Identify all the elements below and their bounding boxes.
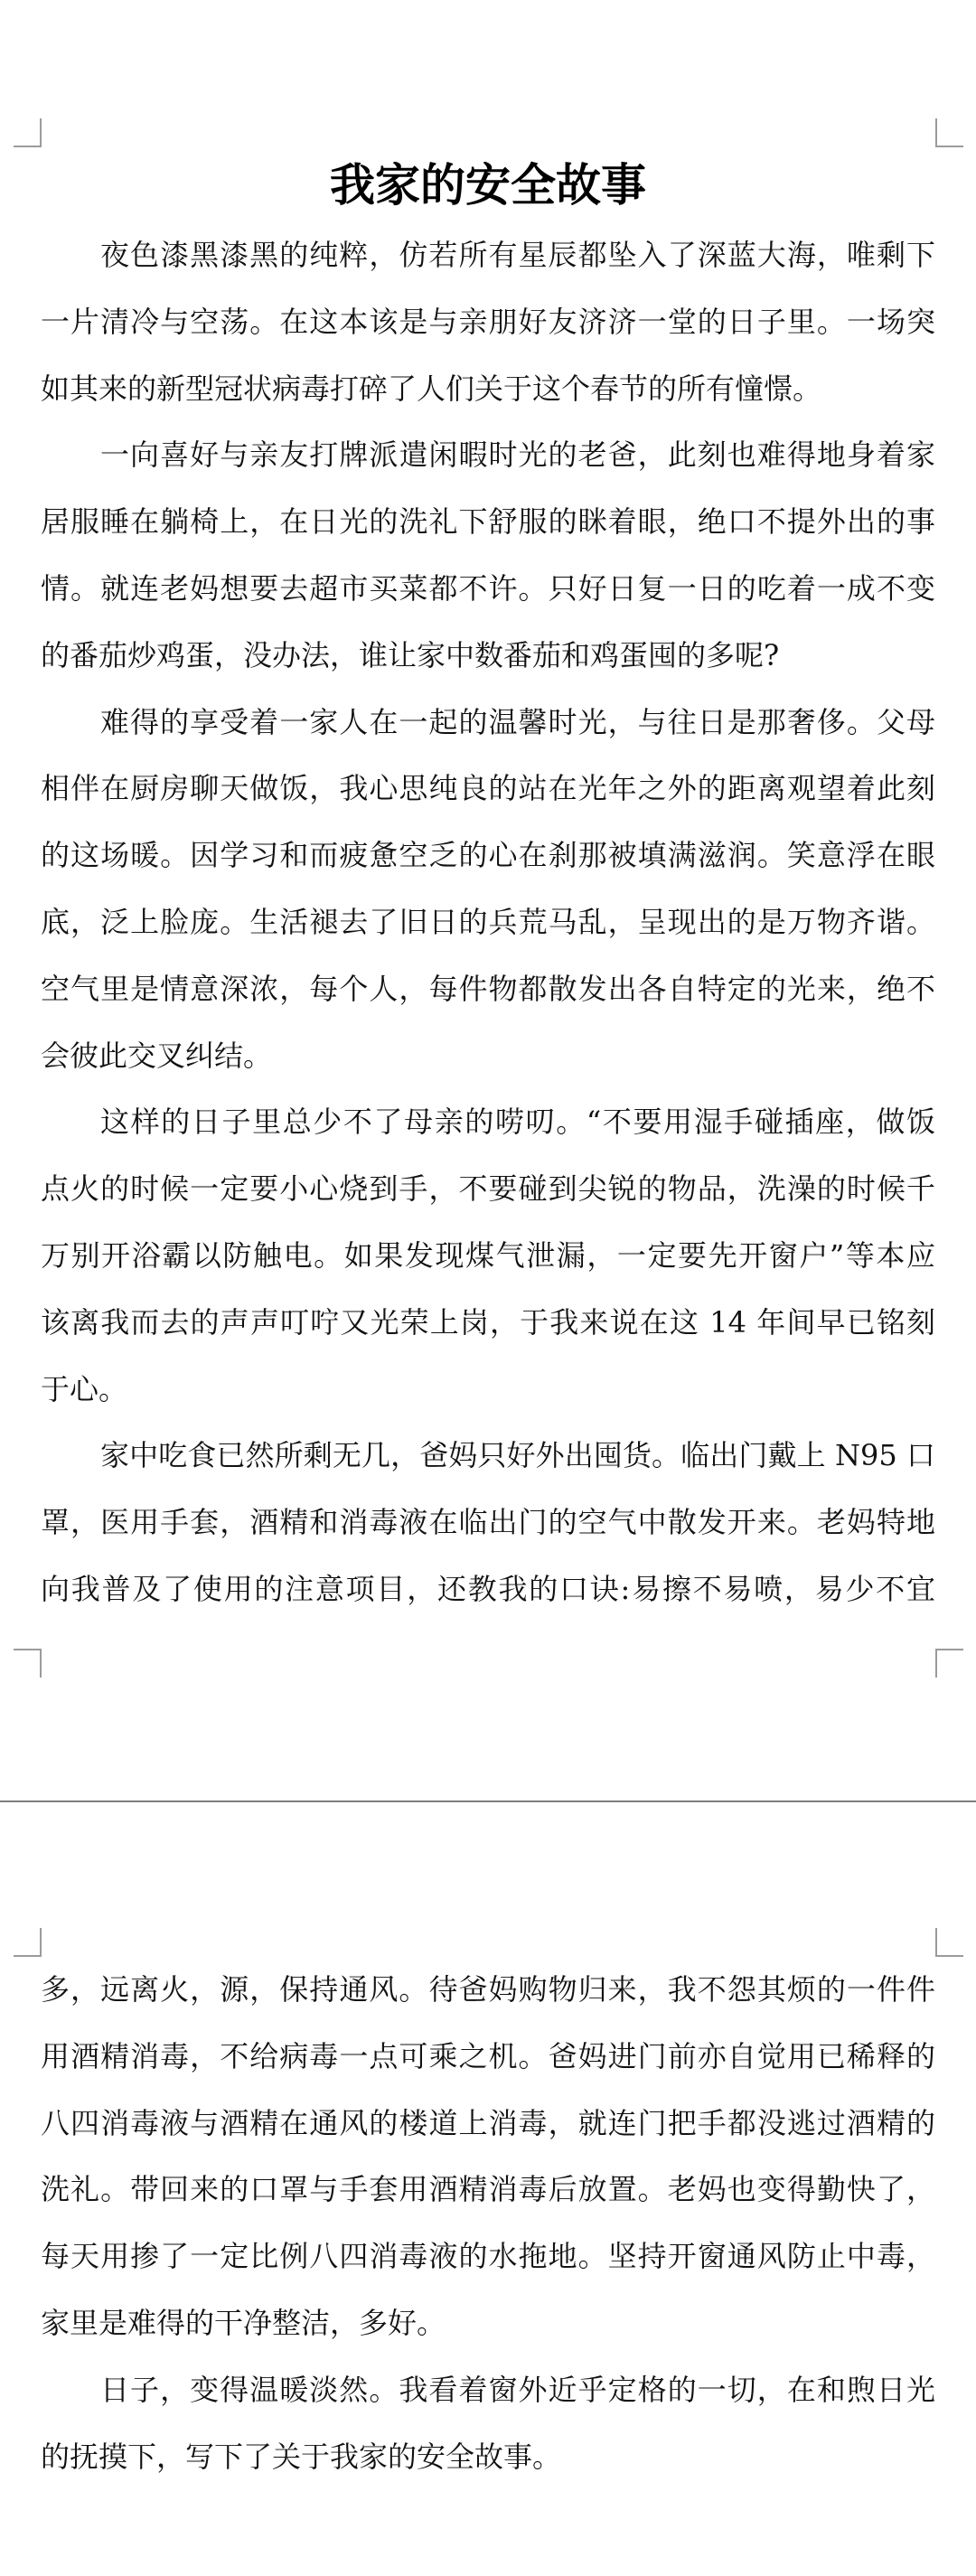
text-line: 的番茄炒鸡蛋，没办法，谁让家中数番茄和鸡蛋囤的多呢? <box>41 637 780 672</box>
text-line: 多，远离火，源，保持通风。待爸妈购物归来，我不怨其烦的一件件 <box>41 1972 935 2007</box>
crop-mark-bottom-right <box>935 1649 963 1678</box>
document-title: 我家的安全故事 <box>330 158 646 212</box>
text-line: 万别开浴霸以防触电。如果发现煤气泄漏，一定要先开窗户”等本应 <box>41 1237 935 1273</box>
text-line: 的抚摸下，写下了关于我家的安全故事。 <box>41 2439 562 2474</box>
text-line: 用酒精消毒，不给病毒一点可乘之机。爸妈进门前亦自觉用已稀释的 <box>41 2038 935 2073</box>
text-line: 空气里是情意深浓，每个人，每件物都散发出各自特定的光来，绝不 <box>41 971 935 1006</box>
text-line: 相伴在厨房聊天做饭，我心思纯良的站在光年之外的距离观望着此刻 <box>41 771 935 806</box>
text-line: 该离我而去的声声叮咛又光荣上岗，于我来说在这 14 年间早已铭刻 <box>41 1304 935 1340</box>
text-line: 夜色漆黑漆黑的纯粹，仿若所有星辰都坠入了深蓝大海，唯剩下 <box>100 238 935 272</box>
crop-mark-bottom-left <box>14 1649 42 1678</box>
text-line: 的这场暖。因学习和而疲惫空乏的心在刹那被填满滋润。笑意浮在眼 <box>41 838 935 873</box>
text-line: 向我普及了使用的注意项目，还教我的口诀:易擦不易喷，易少不宜 <box>41 1571 935 1606</box>
text-line: 洗礼。带回来的口罩与手套用酒精消毒后放置。老妈也变得勤快了， <box>41 2172 935 2207</box>
text-line: 每天用掺了一定比例八四消毒液的水拖地。坚持开窗通风防止中毒， <box>41 2239 935 2274</box>
text-line: 这样的日子里总少不了母亲的唠叨。“不要用湿手碰插座，做饭 <box>100 1105 935 1140</box>
text-line: 日子，变得温暖淡然。我看着窗外近乎定格的一切，在和煦日光 <box>100 2372 935 2407</box>
paragraph <box>41 2357 935 2491</box>
text-line: 一片清冷与空荡。在这本该是与亲朋好友济济一堂的日子里。一场突 <box>41 304 935 339</box>
text-line: 于心。 <box>41 1371 128 1406</box>
crop-mark-top-right <box>935 118 963 147</box>
text-line: 一向喜好与亲友打牌派遣闲暇时光的老爸，此刻也难得地身着家 <box>100 437 935 473</box>
paragraph <box>41 690 935 1090</box>
document-page-2[interactable] <box>0 1802 976 2576</box>
text-line: 居服睡在躺椅上，在日光的洗礼下舒服的眯着眼，绝口不提外出的事 <box>41 504 935 540</box>
paragraph <box>41 1957 935 2357</box>
text-line: 会彼此交叉纠结。 <box>41 1038 273 1073</box>
page-body <box>41 222 935 1623</box>
paragraph <box>41 422 935 689</box>
text-line: 罩，医用手套，酒精和消毒液在临出门的空气中散发开来。老妈特地 <box>41 1505 935 1540</box>
text-line: 家里是难得的干净整洁，多好。 <box>41 2305 446 2340</box>
text-line: 如其来的新型冠状病毒打碎了人们关于这个春节的所有憧憬。 <box>41 371 822 406</box>
text-line: 点火的时候一定要小心烧到手，不要碰到尖锐的物品，洗澡的时候千 <box>41 1171 935 1207</box>
text-line: 八四消毒液与酒精在通风的楼道上消毒，就连门把手都没逃过酒精的 <box>41 2105 935 2140</box>
text-line: 底，泛上脸庞。生活褪去了旧日的兵荒马乱，呈现出的是万物齐谐。 <box>41 904 935 939</box>
paragraph <box>41 1423 935 1622</box>
paragraph <box>41 222 935 422</box>
page-body <box>41 1957 935 2490</box>
paragraph <box>41 1089 935 1423</box>
text-line: 情。就连老妈想要去超市买菜都不许。只好日复一日的吃着一成不变 <box>41 570 935 606</box>
crop-mark-top-right <box>935 1928 963 1957</box>
crop-mark-top-left <box>14 118 42 147</box>
text-line: 难得的享受着一家人在一起的温馨时光，与往日是那奢侈。父母 <box>100 704 935 739</box>
text-line: 家中吃食已然所剩无几，爸妈只好外出囤货。临出门戴上 N95 口 <box>100 1438 935 1473</box>
crop-mark-top-left <box>14 1928 42 1957</box>
